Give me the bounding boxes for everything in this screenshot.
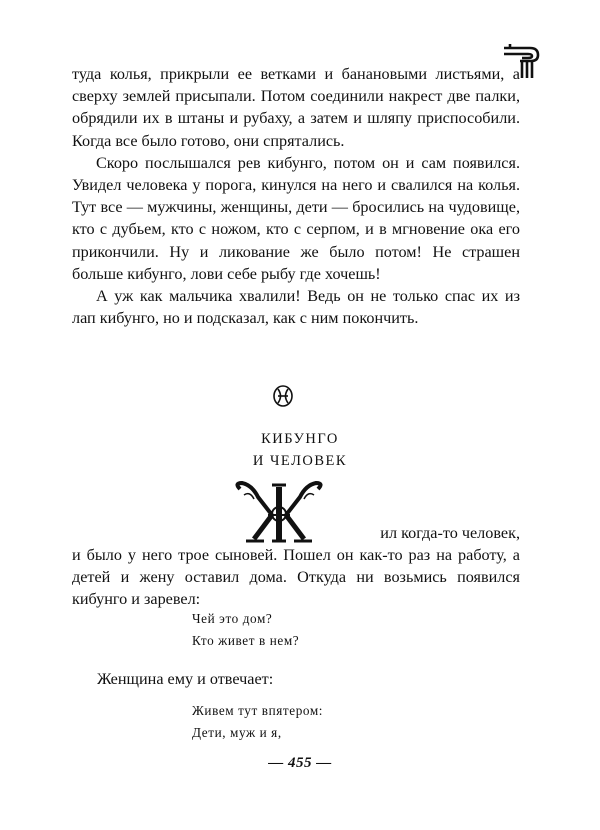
drop-cap-zhe-icon <box>232 481 326 545</box>
page-number: — 455 — <box>268 755 332 771</box>
verse-line: Дети, муж и я, <box>192 725 282 740</box>
verse-line: Кто живет в нем? <box>192 633 300 648</box>
verse-line: Чей это дом? <box>192 611 273 626</box>
verse-line: Живем тут впятером: <box>192 703 324 718</box>
first-line-text: ил когда-то человек, <box>380 524 520 542</box>
dialogue-intro: Женщина ему и отвечает: <box>97 670 274 688</box>
verse-answer <box>192 700 323 744</box>
story-text <box>72 544 520 611</box>
divider-ornament-icon <box>272 384 294 408</box>
story-title-line-1: КИБУНГО <box>261 431 339 447</box>
paragraph: туда колья, прикрыли ее ветками и банановыми листьями, а сверху землей присыпали. Потом соединили накрест две палки, обрядили их в штаны и рубаху, а затем и шляпу приспособили. Когда все было готово, они спрятались. <box>72 65 520 150</box>
verse-question <box>192 608 299 652</box>
paragraph: и было у него трое сыновей. Пошел он как-то раз на работу, а детей и жену оставил дома. Откуда ни возьмись появился кибунго и заревел: <box>72 546 520 609</box>
paragraph: Скоро послышался рев кибунго, потом он и сам появился. Увидел человека у порога, кинулся на него и свалился на колья. Тут все — мужчины, женщины, дети — бросились на чудовище, кто с дубьем, кто с ножом, кто с серпом, и в мгновение ока его прикончили. Ну и ликование же было потом! Не страшен больше кибунго, лови себе рыбу где хочешь! <box>72 153 520 283</box>
opening-text <box>72 63 520 329</box>
story-title-line-2: И ЧЕЛОВЕК <box>252 453 348 469</box>
paragraph: А уж как мальчика хвалили! Ведь он не только спас их из лап кибунго, но и подсказал, как с ним покончить. <box>72 287 520 328</box>
